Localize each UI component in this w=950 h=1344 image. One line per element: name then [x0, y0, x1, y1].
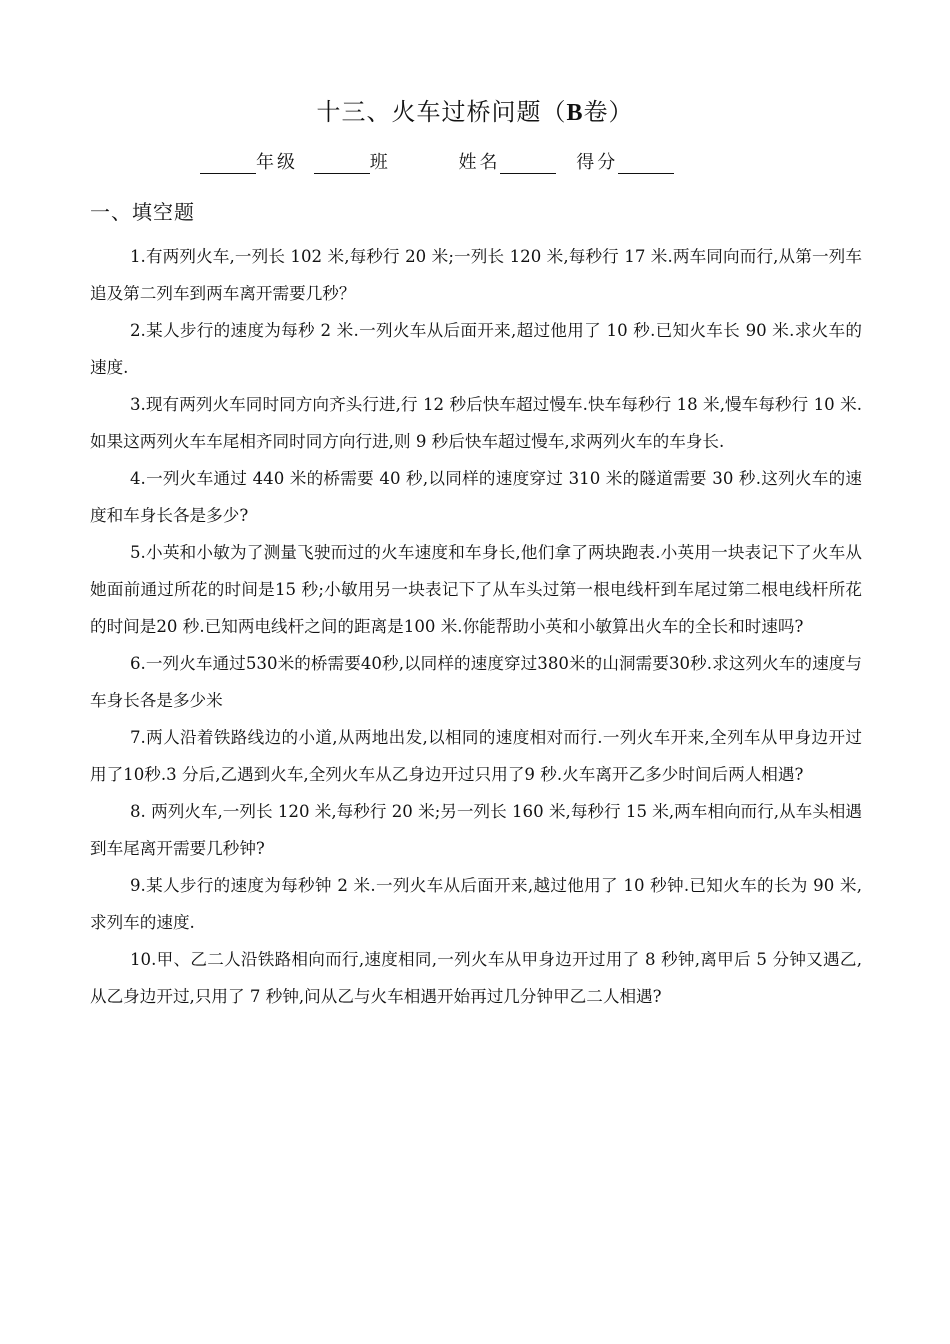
question-4: 4.一列火车通过 440 米的桥需要 40 秒,以同样的速度穿过 310 米的隧道需要 30 秒.这列火车的速度和车身长各是多少?	[90, 469, 862, 525]
question-10: 10.甲、乙二人沿铁路相向而行,速度相同,一列火车从甲身边开过用了 8 秒钟,离甲后 5 分钟又遇乙,从乙身边开过,只用了 7 秒钟,问从乙与火车相遇开始再过几分钟甲乙二人相遇?	[90, 950, 862, 1006]
name-label: 姓名	[458, 152, 501, 173]
question-6: 6.一列火车通过530米的桥需要40秒,以同样的速度穿过380米的山洞需要30秒.求这列火车的速度与车身长各是多少米	[90, 654, 862, 710]
question-9: 9.某人步行的速度为每秒钟 2 米.一列火车从后面开来,越过他用了 10 秒钟.已知火车的长为 90 米,求列车的速度.	[90, 876, 862, 932]
class-blank[interactable]	[314, 151, 370, 174]
question-5: 5.小英和小敏为了测量飞驶而过的火车速度和车身长,他们拿了两块跑表.小英用一块表记下了火车从她面前通过所花的时间是15 秒;小敏用另一块表记下了从车头过第一根电线杆到车尾过第二根电线杆所花的时间是20 秒.已知两电线杆之间的距离是100 米.你能帮助小英和小敏算出火车的全长和时速吗?	[90, 543, 862, 636]
section-heading: 一、填空题	[90, 200, 195, 224]
page-title	[0, 92, 950, 127]
name-blank[interactable]	[500, 151, 556, 174]
question-2: 2.某人步行的速度为每秒 2 米.一列火车从后面开来,超过他用了 10 秒.已知火车长 90 米.求火车的速度.	[90, 321, 862, 377]
class-label: 班	[369, 152, 391, 173]
title-suffix: 卷）	[583, 98, 634, 126]
title-bold-letter: B	[566, 100, 584, 126]
question-list	[90, 238, 862, 1015]
grade-label: 年级	[256, 152, 298, 173]
grade-blank[interactable]	[200, 151, 256, 174]
score-blank[interactable]	[618, 151, 674, 174]
question-7: 7.两人沿着铁路线边的小道,从两地出发,以相同的速度相对而行.一列火车开来,全列车从甲身边开过用了10秒.3 分后,乙遇到火车,全列火车从乙身边开过只用了9 秒.火车离开乙多少时间后两人相遇?	[90, 728, 862, 784]
question-8: 8. 两列火车,一列长 120 米,每秒行 20 米;另一列长 160 米,每秒行 15 米,两车相向而行,从车头相遇到车尾离开需要几秒钟?	[90, 802, 862, 858]
question-1: 1.有两列火车,一列长 102 米,每秒行 20 米;一列长 120 米,每秒行 17 米.两车同向而行,从第一列车追及第二列车到两车离开需要几秒？	[90, 247, 862, 303]
student-info-line	[200, 148, 674, 174]
score-label: 得分	[576, 152, 619, 173]
question-3: 3.现有两列火车同时同方向齐头行进,行 12 秒后快车超过慢车.快车每秒行 18 米,慢车每秒行 10 米.如果这两列火车车尾相齐同时同方向行进,则 9 秒后快车超过慢车,求两列火车的车身长.	[90, 395, 862, 451]
title-prefix: 十三、火车过桥问题（	[316, 98, 567, 126]
